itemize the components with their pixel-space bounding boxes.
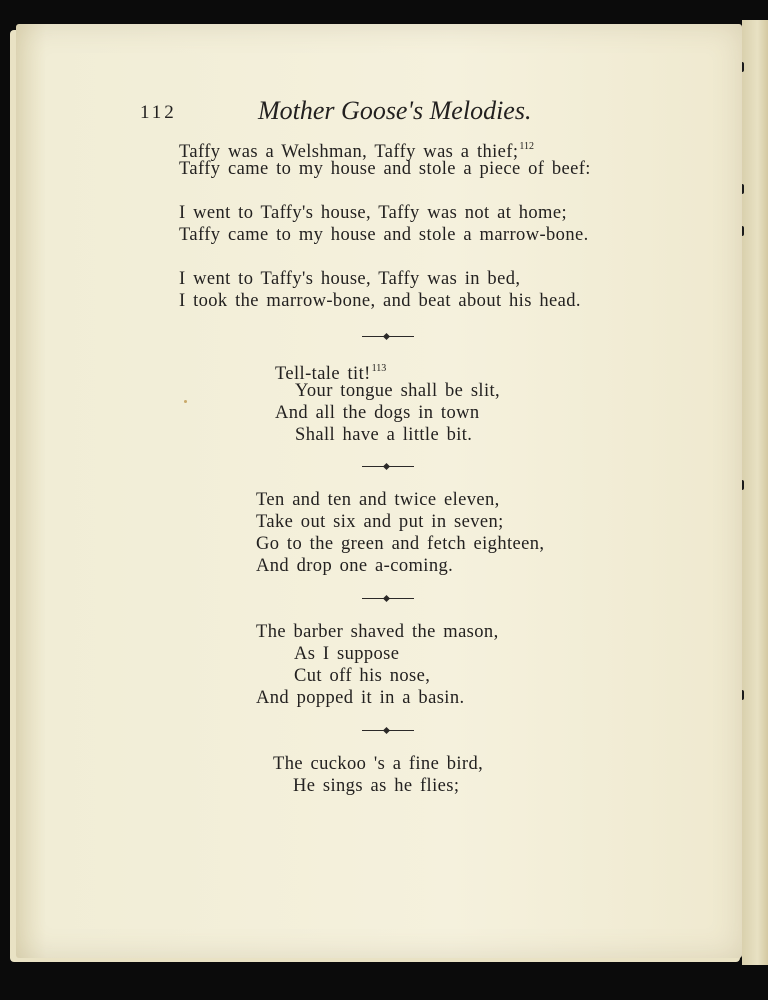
section-divider	[362, 730, 414, 731]
verse-line: The cuckoo 's a fine bird,	[273, 754, 484, 774]
stanza	[275, 358, 500, 446]
verse-line: And drop one a-coming.	[256, 556, 454, 576]
verse-line: Ten and ten and twice eleven,	[256, 490, 500, 510]
stanza	[273, 753, 483, 797]
verse-line: I went to Taffy's house, Taffy was in bed,	[179, 269, 521, 289]
verse-line: He sings as he flies;	[293, 776, 460, 796]
verse-line: And all the dogs in town	[275, 403, 480, 423]
verse-line: Shall have a little bit.	[295, 425, 473, 445]
verse-line: Your tongue shall be slit,	[295, 381, 501, 401]
stanza	[179, 136, 591, 180]
section-divider	[362, 336, 414, 337]
footnote-ref: 112	[519, 141, 535, 152]
verse-cuckoo	[273, 753, 483, 797]
stanza	[179, 202, 591, 246]
verse-barber	[256, 621, 499, 709]
verse-ten-and-ten	[256, 489, 544, 577]
footnote-ref: 113	[371, 363, 387, 374]
verse-line: The barber shaved the mason,	[256, 622, 499, 642]
verse-line: Cut off his nose,	[294, 666, 431, 686]
stanza	[179, 268, 591, 312]
verse-line	[275, 358, 500, 384]
page-header	[140, 96, 600, 136]
verse-line: I went to Taffy's house, Taffy was not at home;	[179, 203, 568, 223]
verse-line: And popped it in a basin.	[256, 688, 465, 708]
stanza	[256, 621, 499, 709]
verse-line: Go to the green and fetch eighteen,	[256, 534, 545, 554]
verse-tell-tale	[275, 358, 500, 446]
verse-line: Take out six and put in seven;	[256, 512, 504, 532]
verse-taffy	[179, 136, 591, 312]
line-text: Taffy was a Welshman, Taffy was a thief;	[179, 142, 519, 162]
section-divider	[362, 598, 414, 599]
line-text: Tell-tale tit!	[275, 364, 371, 384]
verse-line: I took the marrow-bone, and beat about his head.	[179, 291, 581, 311]
section-divider	[362, 466, 414, 467]
verse-line: Taffy came to my house and stole a marrow-bone.	[179, 225, 589, 245]
page-number: 112	[140, 102, 177, 123]
verse-line: Taffy came to my house and stole a piece of beef:	[179, 159, 591, 179]
paper-speck	[184, 400, 187, 403]
running-title: Mother Goose's Melodies.	[258, 96, 532, 125]
verse-line: As I suppose	[294, 644, 400, 664]
verse-line	[179, 136, 591, 162]
stanza	[256, 489, 544, 577]
